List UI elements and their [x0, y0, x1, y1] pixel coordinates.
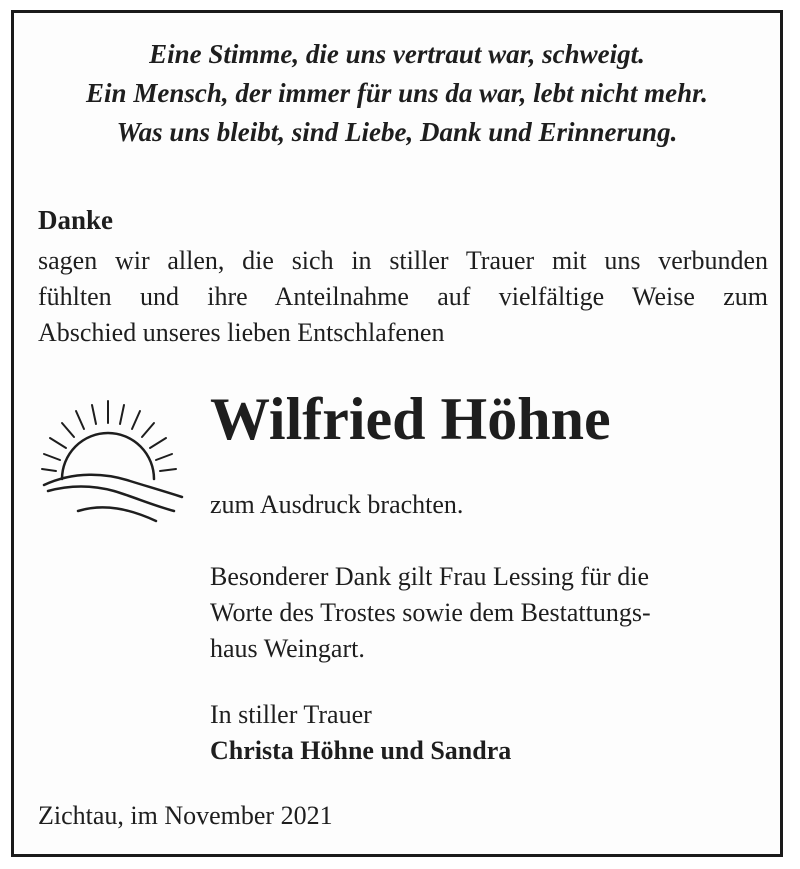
- obituary-notice: [11, 10, 783, 857]
- deceased-name: Wilfried Höhne: [210, 386, 611, 452]
- expressed-text: [210, 487, 463, 523]
- special-thanks-line: Besonderer Dank gilt Frau Lessing für die: [210, 562, 650, 591]
- closing-line: zum Ausdruck brachten.: [210, 490, 464, 519]
- thanks-line: Abschied unseres lieben Entschlafenen: [38, 318, 445, 347]
- verse-line: Was uns bleibt, sind Liebe, Dank und Erinnerung.: [116, 117, 678, 147]
- verse-line: Ein Mensch, der immer für uns da war, lebt nicht mehr.: [86, 78, 708, 108]
- sunset-over-hills-icon: [34, 393, 184, 533]
- special-thanks-line: Worte des Trostes sowie dem Bestattungs-: [210, 598, 651, 627]
- memorial-verse: [14, 35, 780, 152]
- special-thanks-line: haus Weingart.: [210, 634, 365, 663]
- verse-line: Eine Stimme, die uns vertraut war, schweigt.: [149, 39, 645, 69]
- signature-block: [210, 697, 511, 769]
- thanks-heading: Danke: [38, 205, 114, 235]
- signature-intro: In stiller Trauer: [210, 700, 372, 729]
- thanks-line: fühlten und ihre Anteilnahme auf vielfältige Weise zum: [38, 282, 768, 311]
- special-thanks-paragraph: [210, 559, 651, 667]
- place-date: Zichtau, im November 2021: [38, 801, 333, 830]
- signature-names: Christa Höhne und Sandra: [210, 736, 512, 765]
- thanks-paragraph: [38, 243, 768, 351]
- thanks-line: sagen wir allen, die sich in stiller Trauer mit uns verbunden: [38, 246, 768, 275]
